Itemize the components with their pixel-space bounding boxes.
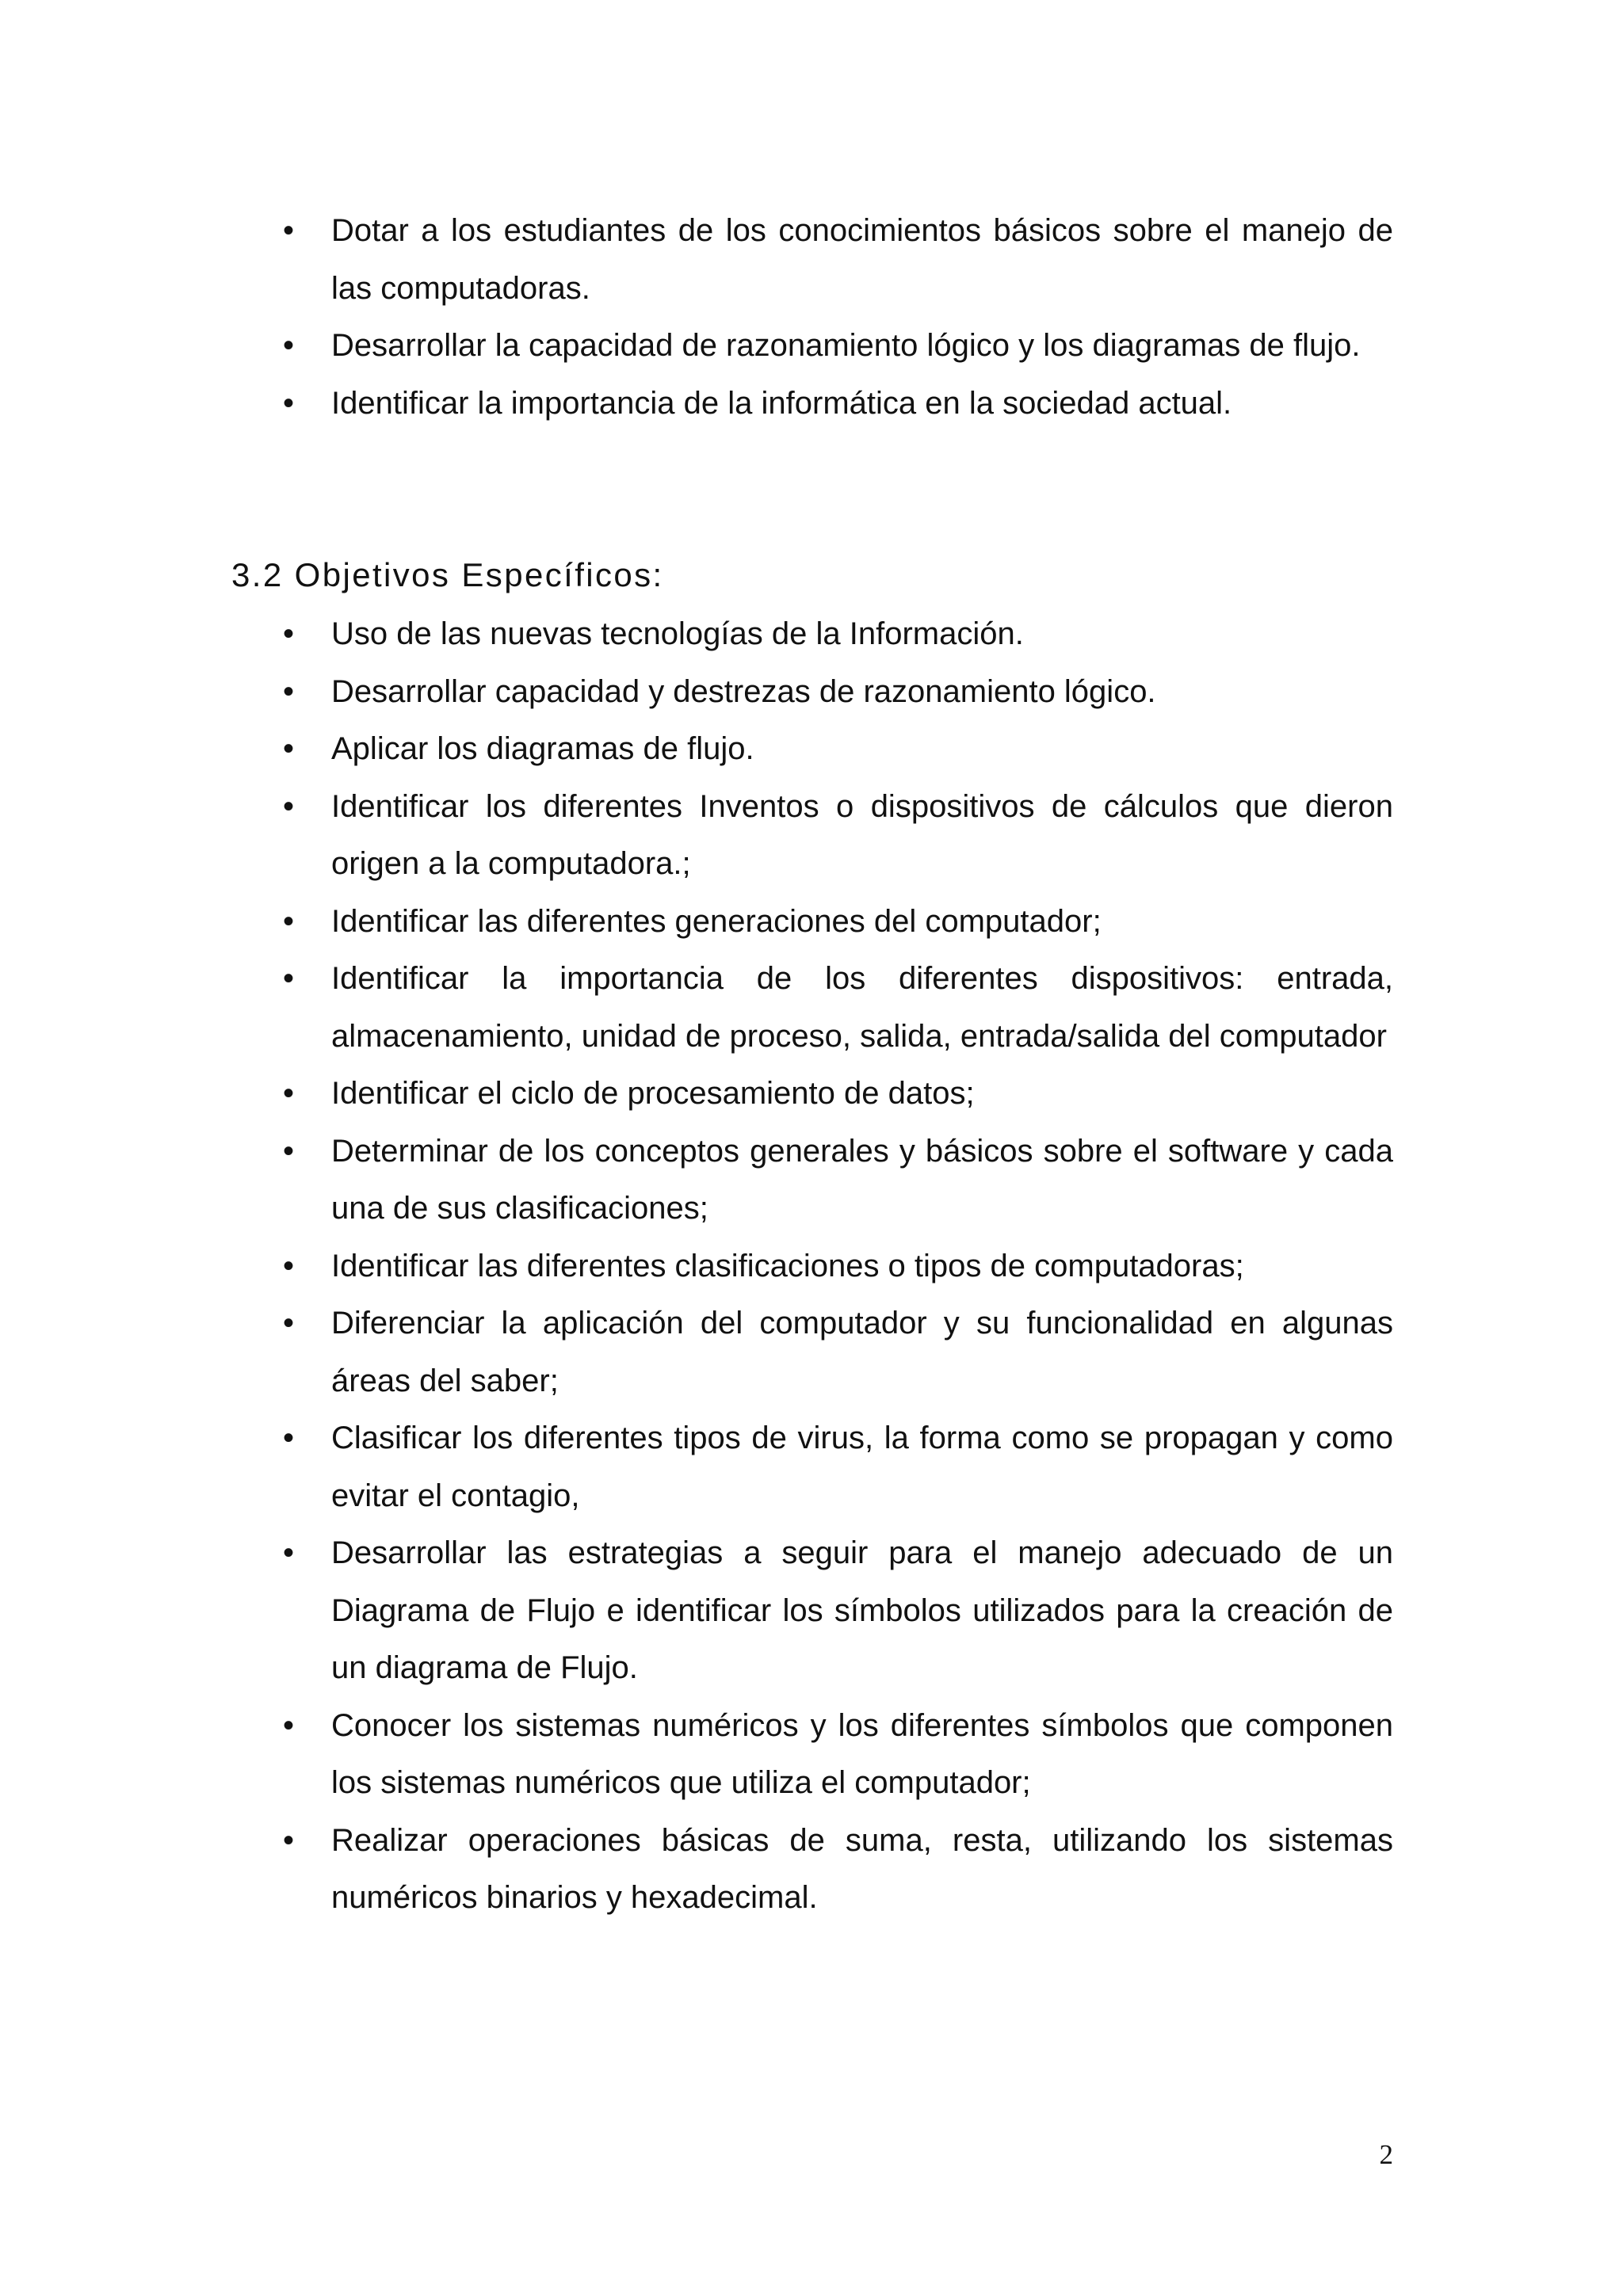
bullet-icon: • xyxy=(283,616,295,651)
list-item-text: Identificar la importancia de la informática en la sociedad actual. xyxy=(331,385,1232,421)
bullet-icon: • xyxy=(283,1535,295,1570)
page-number: 2 xyxy=(1379,2139,1393,2170)
list-item-text: Identificar el ciclo de procesamiento de datos; xyxy=(331,1076,975,1111)
list-item-text: Clasificar los diferentes tipos de virus, la forma como se propagan y como evitar el contagio, xyxy=(331,1421,1393,1513)
bullet-icon: • xyxy=(283,1421,295,1455)
bullet-icon: • xyxy=(283,1133,295,1169)
list-item xyxy=(283,605,1393,663)
list-item xyxy=(283,1295,1393,1409)
list-item-text: Dotar a los estudiantes de los conocimientos básicos sobre el manejo de las computadoras. xyxy=(331,213,1393,306)
bullet-icon: • xyxy=(283,788,295,824)
list-item-text: Realizar operaciones básicas de suma, resta, utilizando los sistemas numéricos binarios y hexadecimal. xyxy=(331,1822,1393,1915)
bullet-icon: • xyxy=(283,1248,295,1283)
general-objectives-list xyxy=(283,202,1393,432)
list-item-text: Desarrollar la capacidad de razonamiento lógico y los diagramas de flujo. xyxy=(331,328,1361,363)
bullet-icon: • xyxy=(283,1822,295,1858)
list-item-text: Determinar de los conceptos generales y básicos sobre el software y cada una de sus clasificaciones; xyxy=(331,1133,1393,1226)
specific-objectives-list xyxy=(283,605,1393,1927)
list-item xyxy=(283,375,1393,433)
list-item xyxy=(283,317,1393,375)
list-item-text: Desarrollar capacidad y destrezas de razonamiento lógico. xyxy=(331,673,1156,709)
bullet-icon: • xyxy=(283,328,295,363)
list-item xyxy=(283,1697,1393,1812)
bullet-icon: • xyxy=(283,213,295,248)
list-item xyxy=(283,1065,1393,1123)
list-item xyxy=(283,950,1393,1065)
list-item-text: Identificar las diferentes generaciones del computador; xyxy=(331,903,1102,939)
list-item-text: Identificar la importancia de los diferentes dispositivos: entrada, almacenamiento, unidad de proceso, salida, entrada/salida del computador xyxy=(331,961,1393,1054)
list-item xyxy=(283,1238,1393,1295)
list-item xyxy=(283,778,1393,893)
list-item-text: Diferenciar la aplicación del computador y su funcionalidad en algunas áreas del saber; xyxy=(331,1306,1393,1398)
list-item-text: Conocer los sistemas numéricos y los diferentes símbolos que componen los sistemas numéricos que utiliza el computador; xyxy=(331,1707,1393,1800)
list-item-text: Identificar las diferentes clasificaciones o tipos de computadoras; xyxy=(331,1248,1244,1283)
section-heading: 3.2 Objetivos Específicos: xyxy=(231,556,664,593)
bullet-icon: • xyxy=(283,1306,295,1341)
list-item-text: Desarrollar las estrategias a seguir para el manejo adecuado de un Diagrama de Flujo e identificar los símbolos utilizados para la creación de un diagrama de Flujo. xyxy=(331,1535,1393,1685)
bullet-icon: • xyxy=(283,961,295,996)
bullet-icon: • xyxy=(283,903,295,939)
bullet-icon: • xyxy=(283,673,295,709)
list-item xyxy=(283,893,1393,951)
list-item xyxy=(283,1524,1393,1697)
list-item xyxy=(283,1812,1393,1927)
list-item xyxy=(283,1123,1393,1238)
list-item-text: Aplicar los diagramas de flujo. xyxy=(331,731,754,766)
list-item xyxy=(283,202,1393,317)
list-item-text: Identificar los diferentes Inventos o dispositivos de cálculos que dieron origen a la computadora.; xyxy=(331,788,1393,881)
bullet-icon: • xyxy=(283,1707,295,1743)
list-item xyxy=(283,663,1393,721)
list-item-text: Uso de las nuevas tecnologías de la Información. xyxy=(331,616,1024,651)
bullet-icon: • xyxy=(283,385,295,421)
bullet-icon: • xyxy=(283,1076,295,1111)
list-item xyxy=(283,720,1393,778)
list-item xyxy=(283,1409,1393,1524)
bullet-icon: • xyxy=(283,731,295,766)
